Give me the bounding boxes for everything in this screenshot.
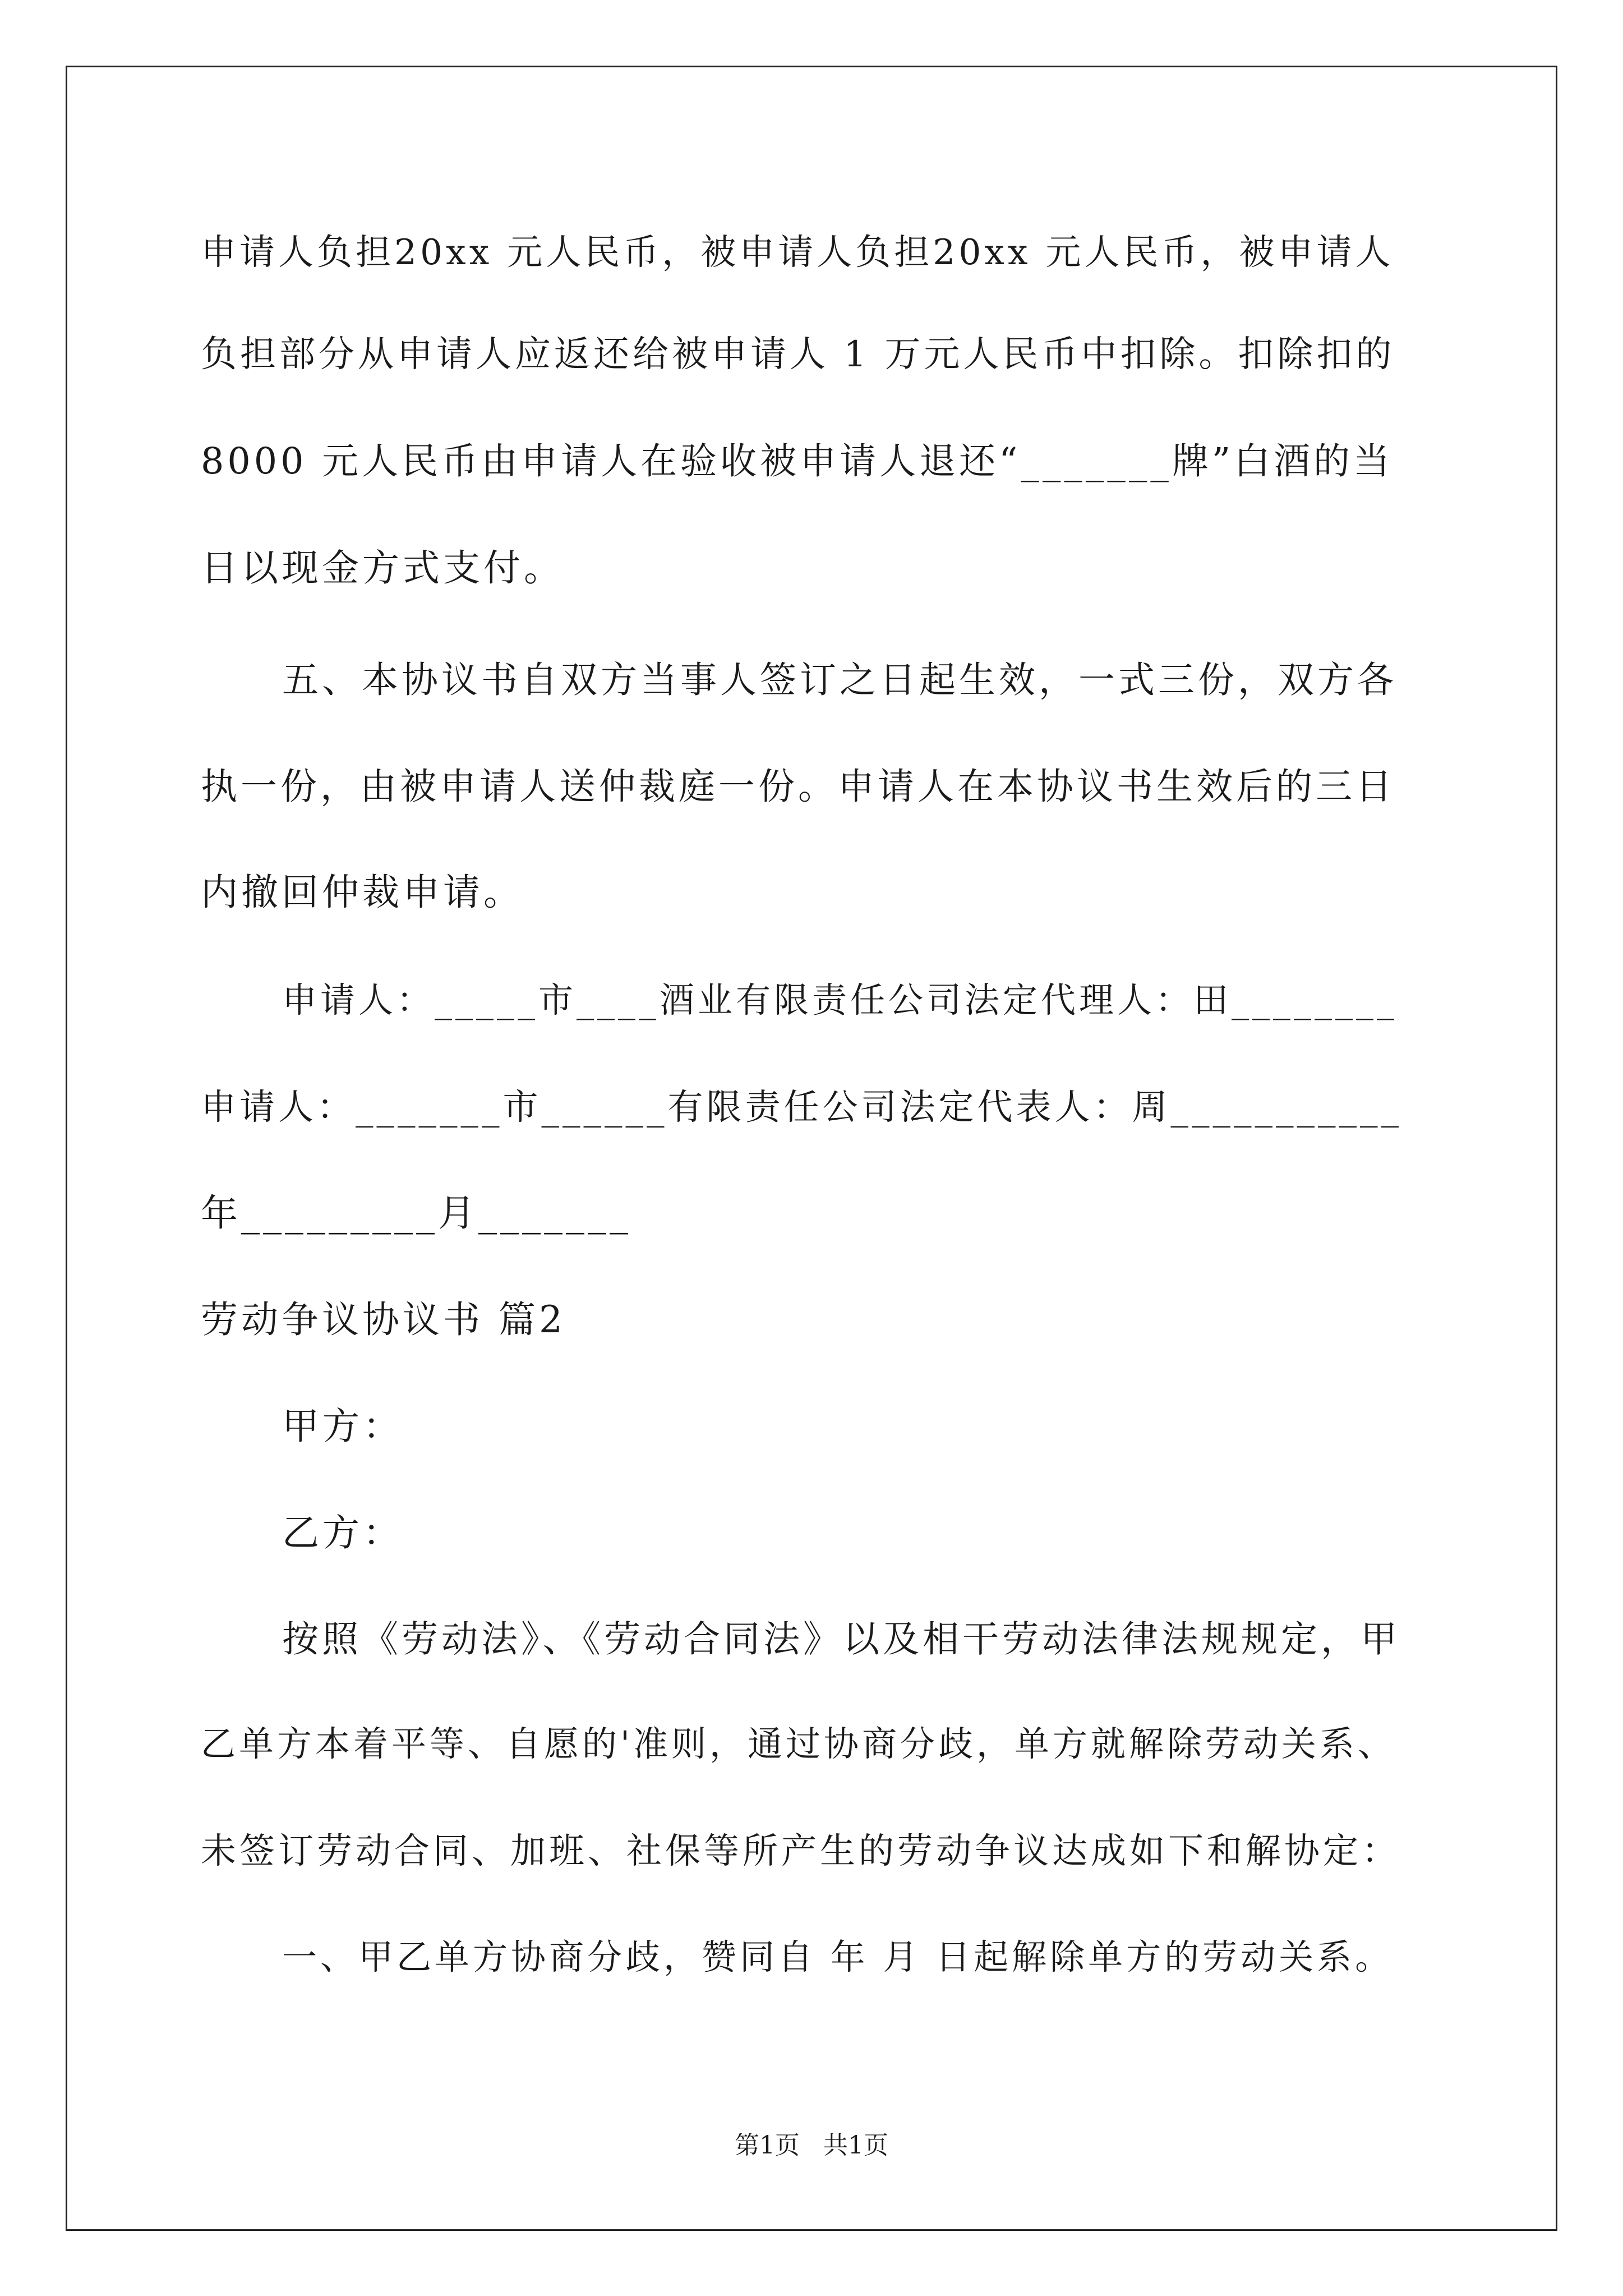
signature-line-respondent: 申请人：_______市______有限责任公司法定代表人：周___________: [201, 1087, 1402, 1128]
text-line-3: 8000 元人民币由申请人在验收被申请人退还“_______牌”白酒的当: [201, 440, 1394, 482]
party-b-line: 乙方：: [282, 1511, 403, 1554]
text-line-16: 未签订劳动合同、加班、社保等所产生的劳动争议达成如下和解协定：: [201, 1830, 1400, 1871]
text-line-5: 五、本协议书自双方当事人签订之日起生效，一式三份，双方各: [282, 659, 1398, 701]
page-number: 第1页: [735, 2131, 800, 2160]
text-line-17: 一、甲乙单方协商分歧，赞同自 年 月 日起解除单方的劳动关系。: [282, 1936, 1394, 1977]
party-a-line: 甲方：: [282, 1405, 403, 1448]
page-border: [66, 66, 1557, 2231]
text-line-2: 负担部分从申请人应返还给被申请人 1 万元人民币中扣除。扣除扣的: [201, 334, 1395, 375]
signature-line-applicant: 申请人：_____市____酒业有限责任公司法定代理人：田________: [282, 979, 1398, 1020]
text-line-4: 日以现金方式支付。: [201, 546, 564, 590]
page-total: 共1页: [823, 2131, 888, 2160]
text-line-7: 内撤回仲裁申请。: [201, 871, 524, 914]
text-line-14: 按照《劳动法》、《劳动合同法》以及相干劳动法律法规规定，甲: [282, 1618, 1401, 1660]
text-line-6: 执一份，由被申请人送仲裁庭一份。申请人在本协议书生效后的三日: [201, 766, 1396, 808]
date-line: 年_________月_______: [201, 1191, 631, 1235]
text-line-15: 乙单方本着平等、自愿的'准则，通过协商分歧，单方就解除劳动关系、: [201, 1723, 1396, 1764]
text-line-1: 申请人负担20xx 元人民币，被申请人负担20xx 元人民币，被申请人: [201, 232, 1394, 273]
page-footer: [0, 2125, 1623, 2161]
section-title: 劳动争议协议书 篇2: [201, 1298, 566, 1341]
